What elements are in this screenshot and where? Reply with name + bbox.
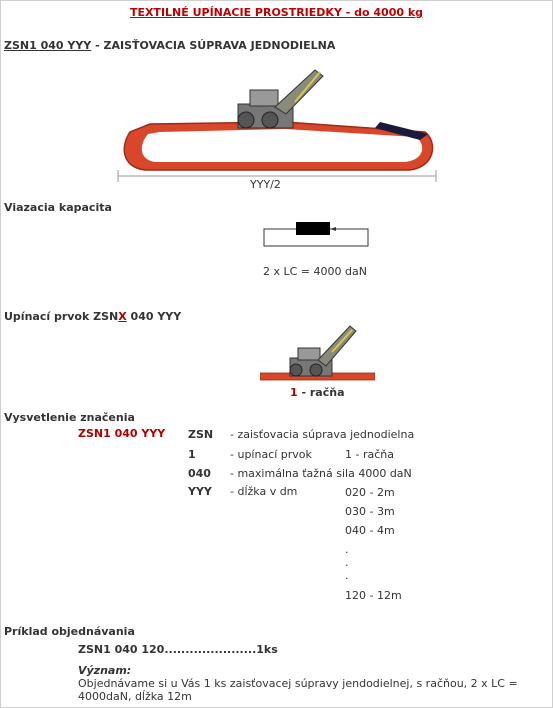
length-option: 020 - 2m: [345, 486, 395, 499]
explain-heading: Vysvetlenie značenia: [4, 411, 135, 424]
length-option: 120 - 12m: [345, 589, 402, 602]
product-code: ZSN1 040 YYY: [4, 39, 92, 52]
explain-code: ZSN1 040 YYY: [78, 427, 166, 440]
explain-key-length: YYY: [188, 485, 212, 498]
length-option: 040 - 4m: [345, 524, 395, 537]
strap-assembly-image: [110, 62, 440, 192]
lashing-capacity-diagram: [262, 217, 372, 249]
explain-desc-element: - upínací prvok: [230, 448, 312, 461]
capacity-heading: Viazacia kapacita: [4, 201, 112, 214]
element-heading-suffix: 040 YYY: [126, 310, 182, 323]
ratchet-caption: [290, 386, 345, 399]
ratchet-image: [260, 322, 375, 384]
product-heading: [4, 39, 335, 52]
explain-key-element: 1: [188, 448, 196, 461]
ratchet-caption-text: - račňa: [297, 386, 345, 399]
length-option: 030 - 3m: [345, 505, 395, 518]
product-name: ZAISŤOVACIA SÚPRAVA JEDNODIELNA: [103, 39, 336, 52]
length-ellipsis: .: [345, 569, 349, 582]
explain-desc-force: - maximálna ťažná sila 4000 daN: [230, 467, 412, 480]
element-heading: [4, 310, 181, 323]
product-separator: -: [91, 39, 104, 52]
explain-desc-length: - dĺžka v dm: [230, 485, 298, 498]
length-ellipsis: .: [345, 543, 349, 556]
length-ellipsis: .: [345, 556, 349, 569]
meaning-label: Význam:: [78, 664, 132, 677]
explain-key-force: 040: [188, 467, 211, 480]
order-example: ZSN1 040 120......................1ks: [78, 643, 278, 656]
page-title: TEXTILNÉ UPÍNACIE PROSTRIEDKY - do 4000 kg: [129, 6, 424, 19]
dimension-label: YYY/2: [250, 178, 281, 191]
element-heading-prefix: Upínací prvok ZSN: [4, 310, 119, 323]
explain-key-zsn: ZSN: [188, 428, 214, 441]
explain-ratchet-value: 1 - račňa: [345, 448, 394, 461]
ratchet-caption-num: 1: [290, 386, 298, 399]
order-heading: Príklad objednávania: [4, 625, 135, 638]
meaning-text: 4000daN, dĺžka 12m: [78, 690, 192, 703]
capacity-formula: 2 x LC = 4000 daN: [263, 265, 367, 278]
meaning-text: Objednávame si u Vás 1 ks zaisťovacej súpravy jendodielnej, s račňou, 2 x LC =: [78, 677, 518, 690]
explain-desc-zsn: - zaisťovacia súprava jednodielna: [230, 428, 415, 441]
element-heading-x: X: [118, 310, 127, 323]
